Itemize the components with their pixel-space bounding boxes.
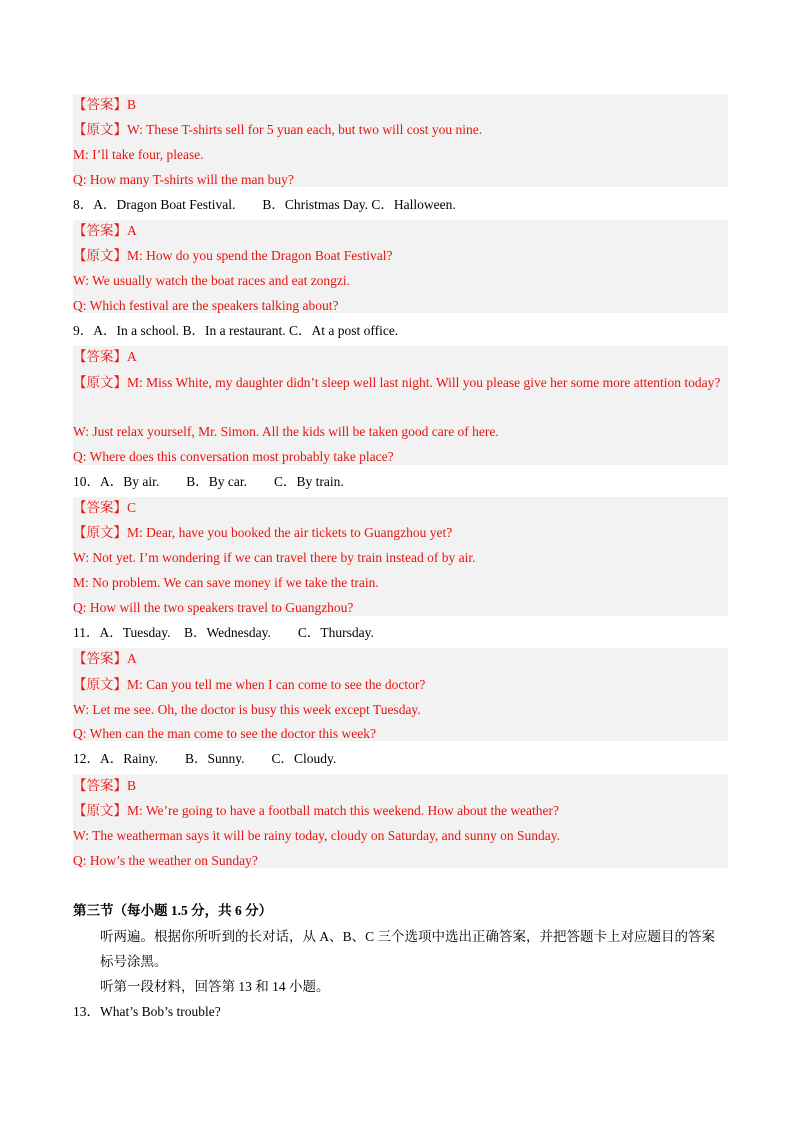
- transcript-line: M: I’ll take four, please.: [73, 147, 204, 162]
- transcript-line: 【原文】M: We’re going to have a football match this weekend. How about the weather?: [73, 803, 560, 818]
- transcript-line: Q: When can the man come to see the doctor this week?: [73, 726, 377, 741]
- answer-label: 【答案】B: [73, 97, 137, 112]
- transcript-line: Q: Which festival are the speakers talking about?: [73, 298, 339, 313]
- question-10: 10．A．By air. B．By car. C．By train.: [73, 474, 344, 489]
- question-9: 9．A．In a school. B．In a restaurant. C．At a post office.: [73, 323, 399, 338]
- transcript-line: W: Let me see. Oh, the doctor is busy this week except Tuesday.: [73, 702, 421, 717]
- transcript-line: 【原文】W: These T-shirts sell for 5 yuan each, but two will cost you nine.: [73, 122, 483, 137]
- transcript-line: Q: How many T-shirts will the man buy?: [73, 172, 294, 187]
- question-11: 11．A．Tuesday. B．Wednesday. C．Thursday.: [73, 625, 374, 640]
- answer-label: 【答案】A: [73, 349, 137, 364]
- transcript-line: 【原文】M: Miss White, my daughter didn’t sleep well last night. Will you please give her some more attention today?: [73, 375, 721, 390]
- question-13: 13．What’s Bob’s trouble?: [73, 1004, 221, 1019]
- transcript-line: Q: How’s the weather on Sunday?: [73, 853, 258, 868]
- answer-label: 【答案】C: [73, 500, 137, 515]
- question-12: 12．A．Rainy. B．Sunny. C．Cloudy.: [73, 751, 337, 766]
- transcript-line: W: Just relax yourself, Mr. Simon. All the kids will be taken good care of here.: [73, 424, 499, 439]
- transcript-line: 【原文】M: How do you spend the Dragon Boat Festival?: [73, 248, 393, 263]
- transcript-line: W: We usually watch the boat races and eat zongzi.: [73, 273, 351, 288]
- answer-label: 【答案】A: [73, 651, 137, 666]
- material-instruction: 听第一段材料，回答第 13 和 14 小题。: [100, 979, 330, 994]
- answer-label: 【答案】B: [73, 778, 137, 793]
- transcript-line: 【原文】M: Dear, have you booked the air tickets to Guangzhou yet?: [73, 525, 453, 540]
- transcript-line: Q: How will the two speakers travel to Guangzhou?: [73, 600, 354, 615]
- section-heading: 第三节（每小题 1.5 分，共 6 分）: [73, 903, 273, 918]
- answer-label: 【答案】A: [73, 223, 137, 238]
- transcript-line: W: Not yet. I’m wondering if we can travel there by train instead of by air.: [73, 550, 476, 565]
- transcript-line: 【原文】M: Can you tell me when I can come to see the doctor?: [73, 677, 426, 692]
- transcript-line: M: No problem. We can save money if we take the train.: [73, 575, 379, 590]
- section-instruction: 听两遍。根据你所听到的长对话，从 A、B、C 三个选项中选出正确答案，并把答题卡上对应题目的答案标号涂黑。: [100, 929, 716, 969]
- transcript-line: Q: Where does this conversation most probably take place?: [73, 449, 394, 464]
- question-8: 8．A．Dragon Boat Festival. B．Christmas Day. C．Halloween.: [73, 197, 456, 212]
- transcript-line: W: The weatherman says it will be rainy today, cloudy on Saturday, and sunny on Sunday.: [73, 828, 561, 843]
